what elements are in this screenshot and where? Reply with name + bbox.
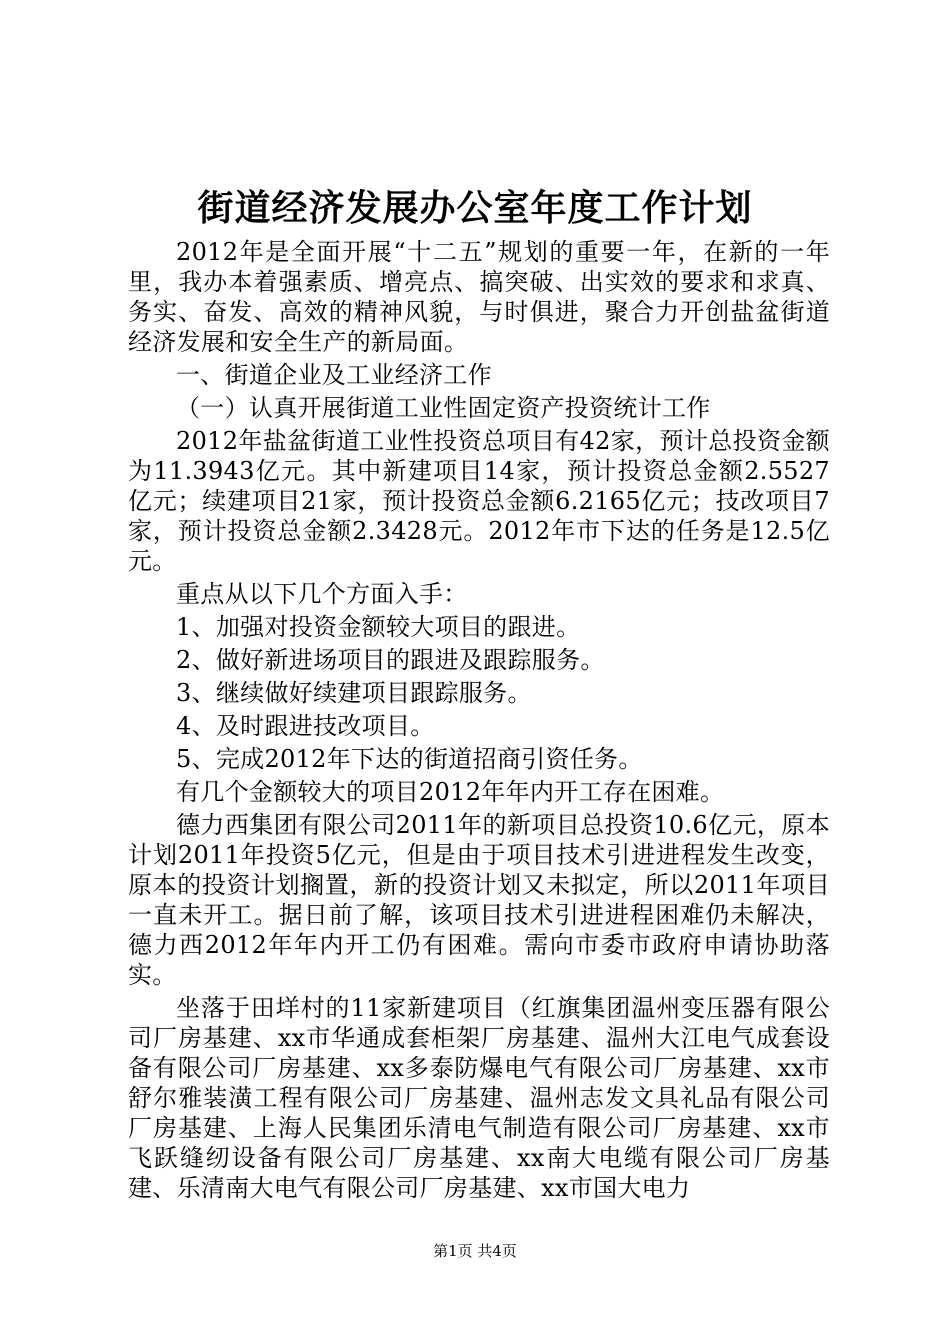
list-item: 1、加强对投资金额较大项目的跟进。 — [176, 613, 581, 641]
list-item: 4、及时跟进技改项目。 — [176, 712, 435, 740]
section-heading: 一、街道企业及工业经济工作 — [176, 361, 492, 389]
paragraph-focus: 重点从以下几个方面入手： — [176, 580, 468, 608]
paragraph-difficulty: 有几个金额较大的项目2012年年内开工存在困难。 — [176, 778, 725, 806]
subsection-heading: （一）认真开展街道工业性固定资产投资统计工作 — [176, 394, 711, 422]
list-item: 3、继续做好续建项目跟踪服务。 — [176, 679, 532, 707]
page-footer: 第1页 共4页 — [433, 1242, 517, 1260]
paragraph-delixi: 德力西集团有限公司2011年的新项目总投资10.6亿元，原本计划2011年投资5亿元，但是由于项目技术引进进程发生改变，原本的投资计划搁置，新的投资计划又未拟定，所以2011年项目一直未开工。据日前了解，该项目技术引进进程困难仍未解决，德力西2012年年内开工仍有困难。需向市委市政府申请协助落实。 — [128, 811, 830, 989]
paragraph-intro: 2012年是全面开展“十二五”规划的重要一年，在新的一年里，我办本着强素质、增亮点、搞突破、出实效的要求和求真、务实、奋发、高效的精神风貌，与时俱进，聚合力开创盐盆街道经济发展和安全生产的新局面。 — [128, 238, 830, 356]
paragraph-tianyang: 坐落于田垟村的11家新建项目（红旗集团温州变压器有限公司厂房基建、xx市华通成套柜架厂房基建、温州大江电气成套设备有限公司厂房基建、xx多泰防爆电气有限公司厂房基建、xx市舒尔雅装潢工程有限公司厂房基建、温州志发文具礼品有限公司厂房基建、上海人民集团乐清电气制造有限公司厂房基建、xx市飞跃缝纫设备有限公司厂房基建、xx南大电缆有限公司厂房基建、乐清南大电气有限公司厂房基建、xx市国大电力 — [128, 994, 830, 1202]
document-body — [128, 237, 830, 1206]
list-item: 5、完成2012年下达的街道招商引资任务。 — [176, 745, 643, 773]
document-title: 街道经济发展办公室年度工作计划 — [197, 187, 753, 229]
list-item: 2、做好新进场项目的跟进及跟踪服务。 — [176, 646, 605, 674]
paragraph-investment: 2012年盐盆街道工业性投资总项目有42家，预计总投资金额为11.3943亿元。其中新建项目14家，预计投资总金额2.5527亿元；续建项目21家，预计投资总金额6.2165亿元；技改项目7家，预计投资总金额2.3428元。2012年市下达的任务是12.5亿元。 — [128, 427, 830, 575]
